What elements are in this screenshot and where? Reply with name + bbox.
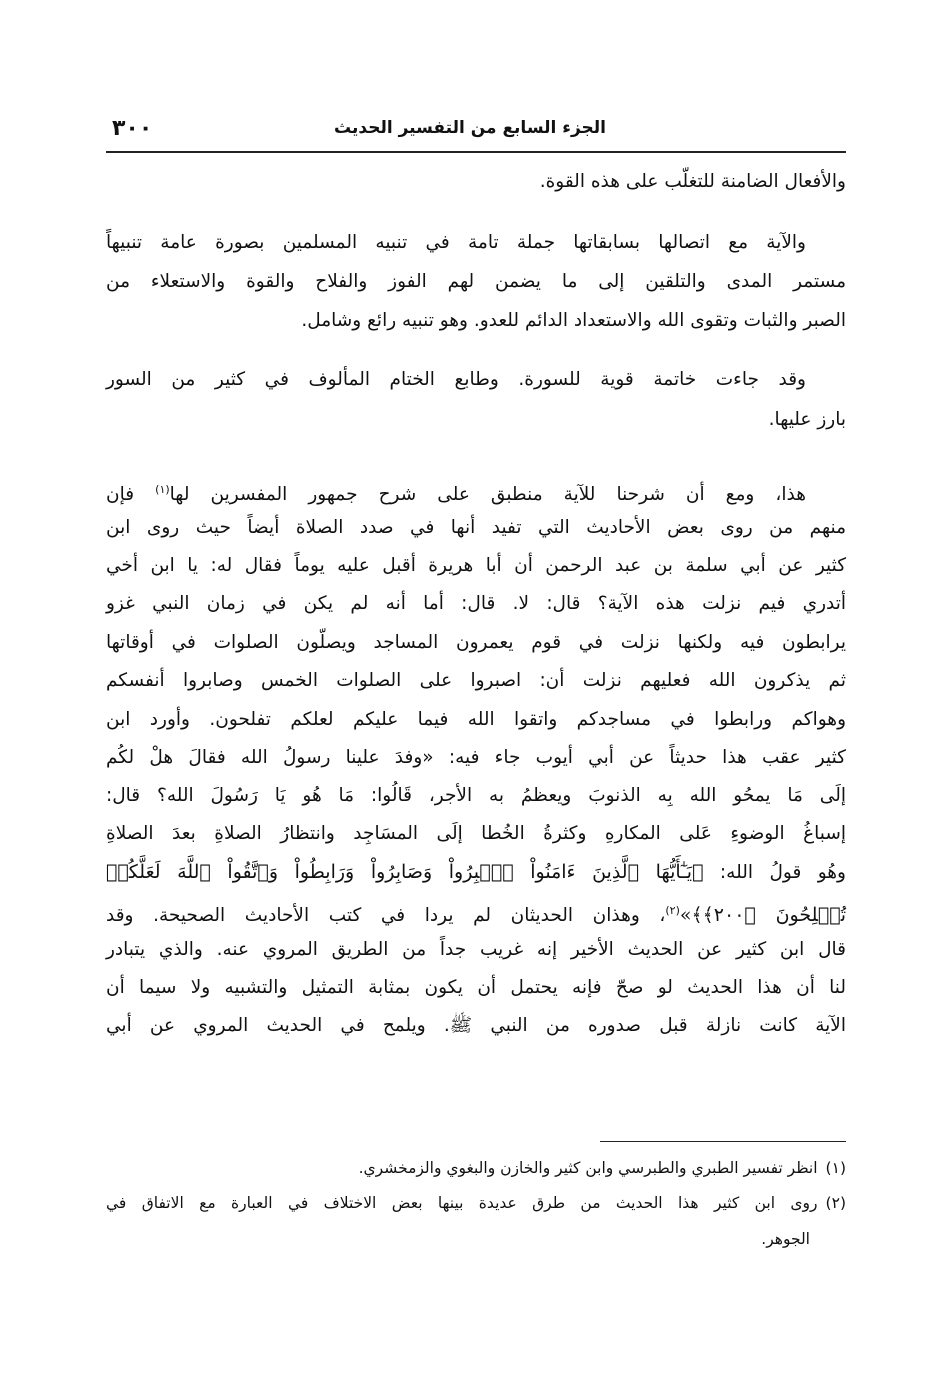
footnote-number: (١) [825, 1159, 846, 1177]
quran-verse-end: تُفۡلِحُونَ ﴿٢٠٠﴾﴾» [679, 904, 846, 927]
text: هذا، ومع أن شرحنا للآية منطبق على شرح جمهور المفسرين لها [169, 484, 807, 506]
text-line: الآية كانت نازلة قبل صدوره من النبي ﷺ. ويلمح في الحديث المروي عن أبي [106, 1015, 846, 1036]
text: وهُو قولُ الله: [703, 862, 846, 883]
footnote-2-continued: الجوهر. [761, 1230, 810, 1248]
text-line: قال ابن كثير عن الحديث الأخير إنه غريب جداً من الطريق المروي عنه. والذي يتبادر [106, 939, 846, 960]
text-line: أتدري فيم نزلت هذه الآية؟ قال: لا. قال: أما أنه لم يكن في زمان النبي غزو [106, 593, 846, 614]
footnote-ref-2[interactable]: (٢) [665, 904, 680, 917]
text-line: إسباغُ الوضوءِ عَلى المكارهِ وكثرةُ الخُطا إلَى المسَاجِد وانتظارُ الصلاةِ بعدَ الصلاةِ [106, 823, 846, 844]
footnote-number: (٢) [825, 1194, 846, 1212]
footnote-2 [106, 1192, 846, 1214]
text-line: لنا أن هذا الحديث لو صحّ فإنه يحتمل أن يكون بمثابة التمثيل والتشبيه ولا سيما أن [106, 977, 846, 998]
text-line: كثير عقب هذا حديثاً عن أبي أيوب جاء فيه: «وفدَ علينا رسولُ الله فقالَ هلْ لكُم [106, 747, 846, 768]
text-line: ثم يذكرون الله فعليهم نزلت أن: اصبروا على الصلوات الخمس وصابروا أنفسكم [106, 670, 846, 691]
text-line: والآية مع اتصالها بسابقاتها جملة تامة في تنبيه المسلمين بصورة عامة تنبيهاً [106, 232, 806, 253]
text-line: والأفعال الضامنة للتغلّب على هذه القوة. [539, 171, 846, 192]
footnote-ref-1[interactable]: (١) [155, 483, 170, 496]
text-line: وقد جاءت خاتمة قوية للسورة. وطابع الختام المألوف في كثير من السور [106, 369, 806, 390]
text-line [106, 899, 846, 928]
text-line: بارز عليها. [768, 409, 846, 430]
text-line: كثير عن أبي سلمة بن عبد الرحمن أن أبا هريرة أقبل عليه يوماً فقال له: يا ابن أخي [106, 555, 846, 576]
footnote-1 [106, 1157, 846, 1179]
text-line: يرابطون فيه ولكنها نزلت في قوم يعمرون المساجد ويصلّون الصلوات في أوقاتها [106, 632, 846, 653]
footnote-text: انظر تفسير الطبري والطبرسي وابن كثير والخازن والبغوي والزمخشري. [358, 1159, 818, 1177]
text-line: مستمر المدى والتلقين إلى ما يضمن لهم الفوز والفلاح والقوة والاستعلاء من [106, 271, 846, 292]
quran-verse: ﴿يَـٰٓأَيُّهَا ٱلَّذِينَ ءَامَنُواْ ٱصۡبِرُواْ وَصَابِرُواْ وَرَابِطُواْ وَٱتَّقُواْ ٱللَّهَ لَعَلَّكُمۡ [106, 861, 704, 883]
text-line [106, 478, 846, 507]
text-line: إلَى مَا يمحُو الله بِه الذنوبَ ويعظمُ به الأجر، قَالُوا: مَا هُو يَا رَسُولَ الله؟ قال: [106, 785, 846, 806]
text: ، وهذان الحديثان لم يردا في كتب الأحاديث الصحيحة. وقد [106, 905, 666, 927]
text-line: الصبر والثبات وتقوى الله والاستعداد الدائم للعدو. وهو تنبيه رائع وشامل. [301, 310, 846, 331]
text: فإن [106, 484, 156, 506]
running-title: الجزء السابع من التفسير الحديث [334, 118, 606, 138]
header-rule [106, 151, 846, 153]
quran-line [106, 860, 846, 885]
footnote-text: روى ابن كثير هذا الحديث من طرق عديدة بينها بعض الاختلاف في العبارة مع الاتفاق في [106, 1194, 818, 1212]
page-number: ٣٠٠ [112, 116, 153, 141]
text-line: وهواكم ورابطوا في مساجدكم واتقوا الله فيما عليكم لعلكم تفلحون. وأورد ابن [106, 709, 846, 730]
footnote-rule [600, 1141, 846, 1142]
text-line: منهم من روى بعض الأحاديث التي تفيد أنها في صدد الصلاة أيضاً حيث روى ابن [106, 517, 846, 538]
